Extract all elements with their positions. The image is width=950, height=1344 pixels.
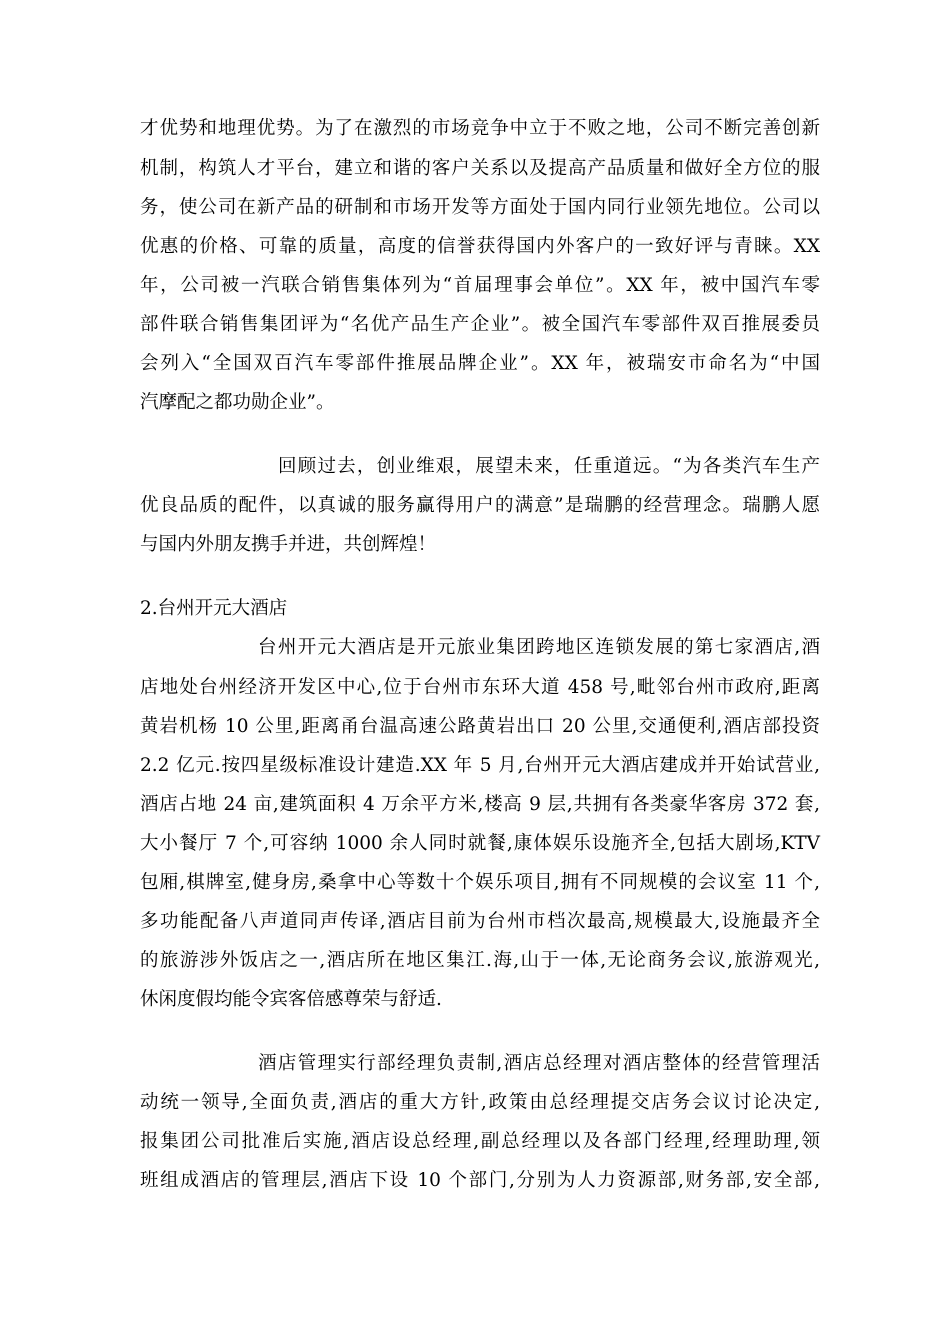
text-line: 酒店占地 24 亩,建筑面积 4 万余平方米,楼高 9 层,共拥有各类豪华客房 372 套, <box>140 794 820 815</box>
text-line: 机制，构筑人才平台，建立和谐的客户关系以及提高产品质量和做好全方位的服 <box>140 158 820 179</box>
text-line: 台州开元大酒店是开元旅业集团跨地区连锁发展的第七家酒店,酒 <box>258 637 820 658</box>
text-line: 包厢,棋牌室,健身房,桑拿中心等数十个娱乐项目,拥有不同规模的会议室 11 个, <box>140 872 820 893</box>
text-line: 务，使公司在新产品的研制和市场开发等方面处于国内同行业领先地位。公司以 <box>140 197 820 218</box>
text-line: 与国内外朋友携手并进，共创辉煌！ <box>140 534 437 555</box>
text-line: 休闲度假均能令宾客倍感尊荣与舒适. <box>140 989 442 1010</box>
text-line: 才优势和地理优势。为了在激烈的市场竞争中立于不败之地，公司不断完善创新 <box>140 118 820 139</box>
text-line: 汽摩配之都功勋企业”。 <box>140 392 335 413</box>
text-line: 班组成酒店的管理层,酒店下设 10 个部门,分别为人力资源部,财务部,安全部, <box>140 1170 820 1191</box>
text-line: 回顾过去，创业维艰，展望未来，任重道远。“为各类汽车生产 <box>278 456 820 477</box>
text-line: 黄岩机杨 10 公里,距离甬台温高速公路黄岩出口 20 公里,交通便利,酒店部投资 <box>140 716 820 737</box>
text-line: 优良品质的配件，以真诚的服务赢得用户的满意”是瑞鹏的经营理念。瑞鹏人愿 <box>140 495 820 516</box>
text-line: 动统一领导,全面负责,酒店的重大方针,政策由总经理提交店务会议讨论决定, <box>140 1092 820 1113</box>
text-line: 酒店管理实行部经理负责制,酒店总经理对酒店整体的经营管理活 <box>258 1053 820 1074</box>
text-line: 大小餐厅 7 个,可容纳 1000 余人同时就餐,康体娱乐设施齐全,包括大剧场,KTV <box>140 833 820 854</box>
text-line: 2.2 亿元.按四星级标准设计建造.XX 年 5 月,台州开元大酒店建成并开始试营业, <box>140 755 820 776</box>
text-line: 会列入“全国双百汽车零部件推展品牌企业”。XX 年，被瑞安市命名为“中国 <box>140 353 820 374</box>
section-heading: 2.台州开元大酒店 <box>140 598 288 619</box>
text-line: 多功能配备八声道同声传译,酒店目前为台州市档次最高,规模最大,设施最齐全 <box>140 911 820 932</box>
text-line: 店地处台州经济开发区中心,位于台州市东环大道 458 号,毗邻台州市政府,距离 <box>140 677 820 698</box>
text-line: 年，公司被一汽联合销售集体列为“首届理事会单位”。XX 年，被中国汽车零 <box>140 275 820 296</box>
text-line: 部件联合销售集团评为“名优产品生产企业”。被全国汽车零部件双百推展委员 <box>140 314 820 335</box>
text-line: 优惠的价格、可靠的质量，高度的信誉获得国内外客户的一致好评与青睐。XX <box>140 236 820 257</box>
text-line: 报集团公司批准后实施,酒店设总经理,副总经理以及各部门经理,经理助理,领 <box>140 1131 820 1152</box>
text-line: 的旅游涉外饭店之一,酒店所在地区集江.海,山于一体,无论商务会议,旅游观光, <box>140 950 820 971</box>
